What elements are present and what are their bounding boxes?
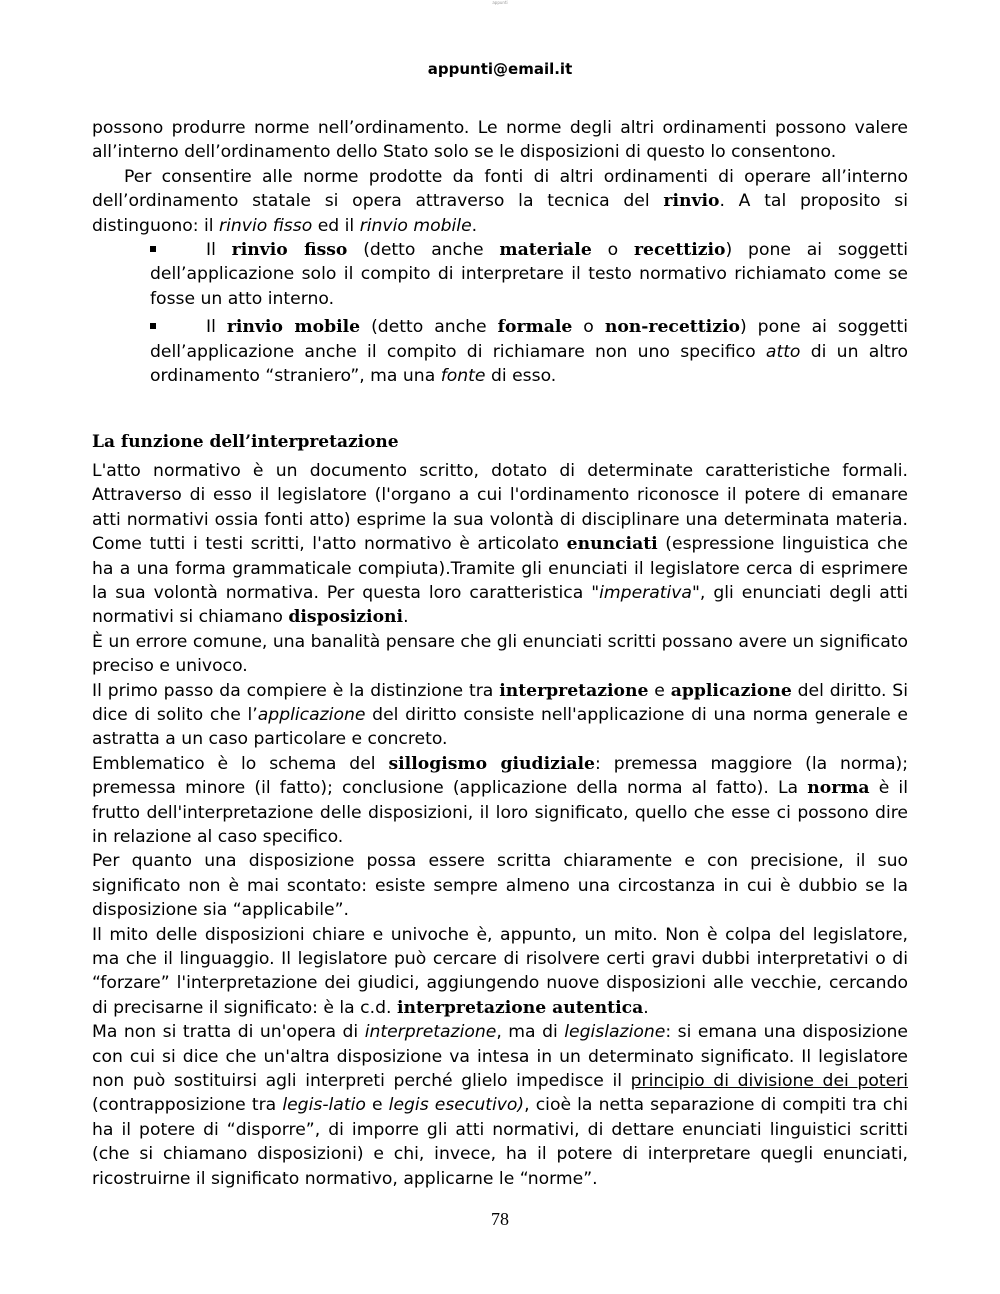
paragraph-errore: È un errore comune, una banalità pensare che gli enunciati scritti possano avere un significato preciso e univoco. (92, 631, 908, 677)
paragraph-legislazione: Ma non si tratta di un'opera di interpretazione, ma di legislazione: si emana una disposizione con cui si dice che un'altra disposizione va intesa in un determinato significato. Il legislatore non può sostituirsi agli interpreti perché glielo impedisce il principio di divisione dei poteri (contrapposizione tra legis-latio e legis esecutivo), cioè la netta separazione di compiti tra chi ha il potere di “disporre”, di imporre gli atti normativi, di dettare enunciati linguistici scritti (che si chiamano disposizioni) e chi, invece, ha il potere di interpretare quegli enunciati, ricostruirne il significato normativo, applicarne le “norme”. (92, 1022, 909, 1189)
paragraph-rinvio: Per consentire alle norme prodotte da fonti di altri ordinamenti di operare all’interno dell’ordinamento statale si opera attraverso la tecnica del rinvio. A tal proposito si distinguono: il rinvio fisso ed il rinvio mobile. (92, 166, 908, 236)
bullet-square-icon (150, 323, 156, 329)
paragraph-sillogismo: Emblematico è lo schema del sillogismo giudiziale: premessa maggiore (la norma); premessa minore (il fatto); conclusione (applicazione della norma al fatto). La norma è il frutto dell'interpretazione delle disposizioni, il loro significato, quello che esse ci possono dire in relazione al caso specifico. (92, 753, 908, 847)
paragraph-interpretazione-applicazione: Il primo passo da compiere è la distinzione tra interpretazione e applicazione del diritto. Si dice di solito che l’applicazione del diritto consiste nell'applicazione di una norma generale e astratta a un caso particolare e concreto. (92, 680, 908, 750)
bullet-square-icon (150, 246, 156, 252)
body-text (92, 116, 908, 1191)
paragraph-intro: possono produrre norme nell’ordinamento. Le norme degli altri ordinamenti possono valere all’interno dell’ordinamento dello Stato solo se le disposizioni di questo lo consentono. (92, 118, 908, 163)
term-rinvio: rinvio (663, 191, 720, 212)
paragraph-atto-normativo: L'atto normativo è un documento scritto, dotato di determinate caratteristiche formali. Attraverso di esso il legislatore (l'organo a cui l'ordinamento riconosce il potere di emanare atti normativi ossia fonti atto) esprime la sua volontà di disciplinare una determinata materia. Come tutti i testi scritti, l'atto normativo è articolato enunciati (espressione linguistica che ha a una forma grammaticale compiuta).Tramite gli enunciati il legislatore cerca di esprimere la sua volontà normativa. Per questa loro caratteristica "imperativa", gli enunciati degli atti normativi si chiamano disposizioni. (92, 460, 908, 628)
bullet-rinvio-mobile: Il rinvio mobile (detto anche formale o non-recettizio) pone ai soggetti dell’applicazione anche il compito di richiamare non uno specifico atto di un altro ordinamento “straniero”, ma una fonte di esso. (150, 317, 908, 387)
section-title: La funzione dell’interpretazione (92, 432, 399, 453)
paragraph-mito: Il mito delle disposizioni chiare e univoche è, appunto, un mito. Non è colpa del legislatore, ma che il linguaggio. Il legislatore può cercare di risolvere certi gravi dubbi interpretativi o di “forzare” l'interpretazione dei giudici, aggiungendo nuove disposizioni alle vecchie, cercando di precisarne il significato: è la c.d. interpretazione autentica. (92, 924, 908, 1018)
paragraph-precisione: Per quanto una disposizione possa essere scritta chiaramente e con precisione, il suo significato non è mai scontato: esiste sempre almeno una circostanza in cui è dubbio se la disposizione sia “applicabile”. (92, 851, 908, 921)
page-number: 78 (491, 1209, 509, 1229)
term-rinvio-mobile: rinvio mobile (359, 215, 472, 236)
term-rinvio-fisso: rinvio fisso (219, 215, 313, 236)
term-divisione-poteri: principio di divisione dei poteri (630, 1071, 909, 1092)
top-mark: appunti (492, 0, 508, 5)
header-email: appunti@email.it (427, 60, 573, 78)
bullet-rinvio-fisso: Il rinvio fisso (detto anche materiale o recettizio) pone ai soggetti dell’applicazione solo il compito di interpretare il testo normativo richiamato come se fosse un atto interno. (150, 240, 909, 309)
